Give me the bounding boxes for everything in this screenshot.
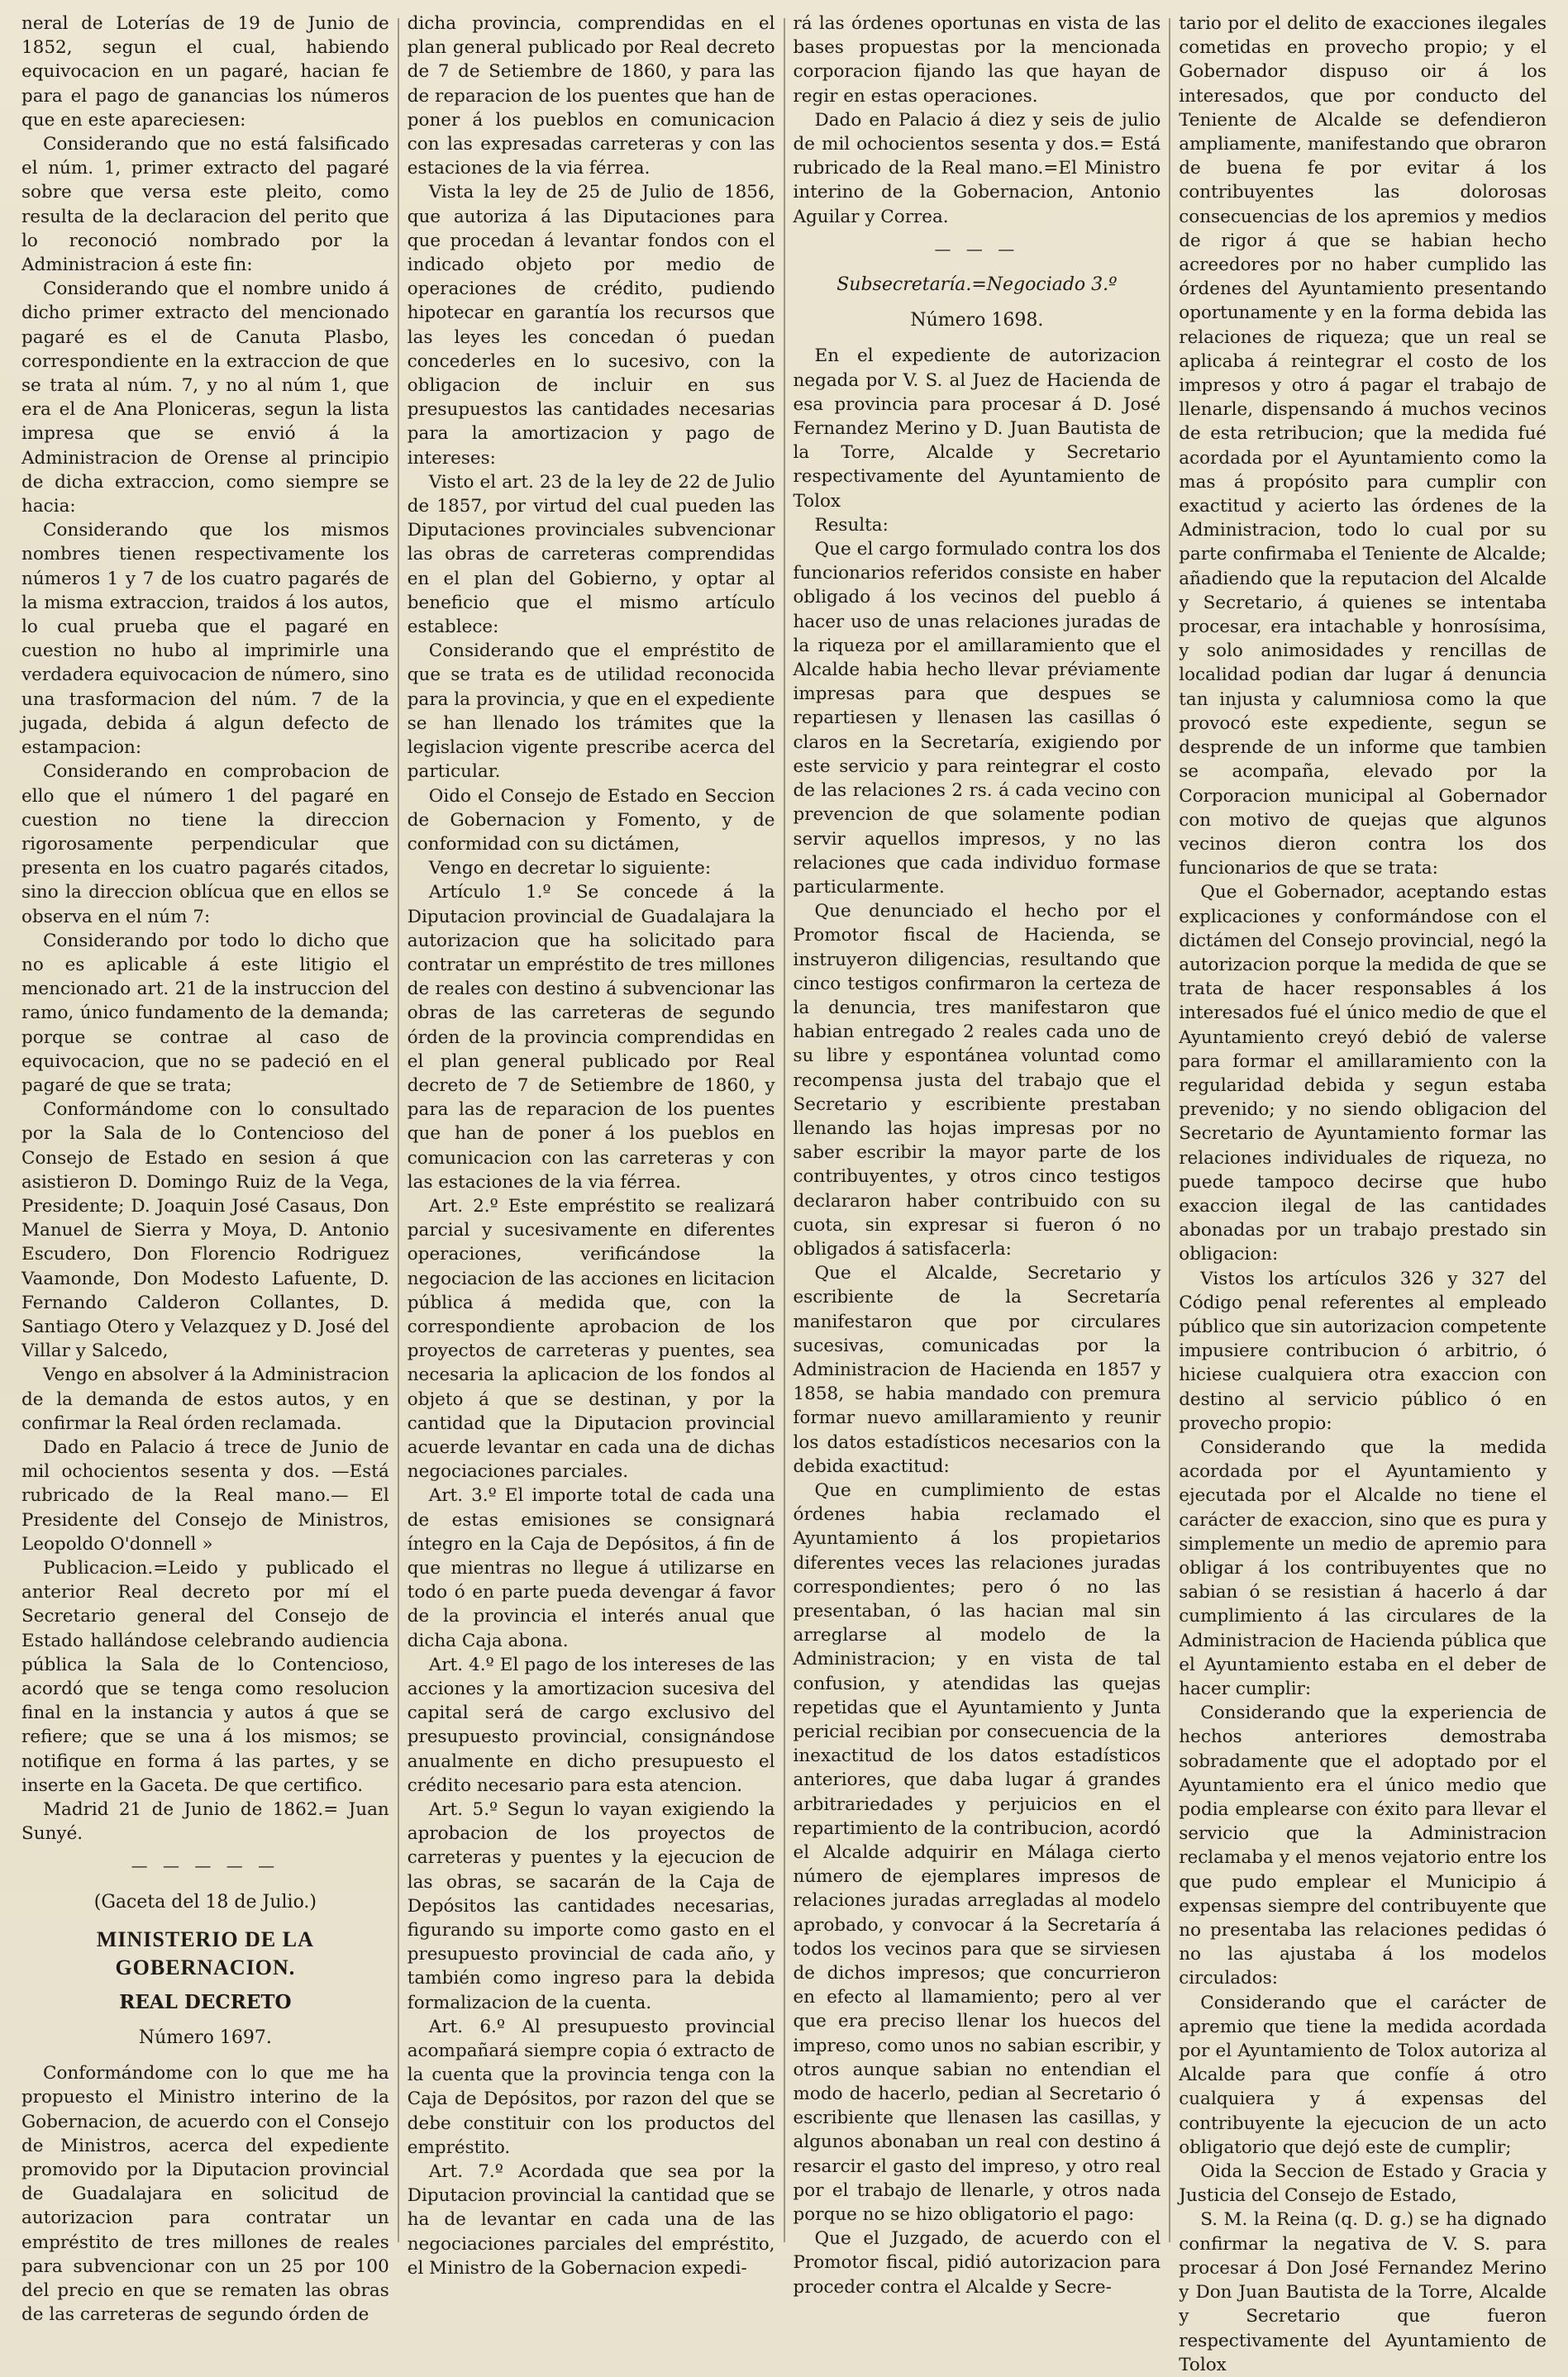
text-column-1 (13, 12, 398, 2326)
paragraph: Considerando que la medida acordada por el Ayuntamiento y ejecutada por el Alcalde no tiene el carácter de exaccion, sino que es pura y simplemente un medio de apremio para obligar á los contribuyentes que no sabian ó se resistian á hacerlo á dar cumplimiento á las circulares de la Administracion de Hacienda pública que el Ayuntamiento estaba en el deber de hacer cumplir: (1179, 1436, 1547, 1700)
text-column-3 (785, 12, 1170, 2298)
paragraph: Que el Gobernador, aceptando estas explicaciones y conformándose con el dictámen del Consejo provincial, negó la autorizacion porque la medida de que se trata de hacer responsables á los interesados fué el único medio de que el Ayuntamiento creyó debió de valerse para formar el amillaramiento con la regularidad debida y segun estaba prevenido; y no siendo obligacion del Secretario de Ayuntamiento formar las relaciones individuales de riqueza, no puede tampoco decirse que hubo exaccion ilegal de las cantidades abonadas por un trabajo prestado sin obligacion: (1179, 882, 1547, 1265)
paragraph: Considerando que el carácter de apremio que tiene la medida acordada por el Ayuntamiento de Tolox autoriza al Alcalde para que confíe á otro cualquiera y á expensas del contribuyente la ejecucion de un acto obligatorio que dejó este de cumplir; (1179, 1992, 1547, 2158)
paragraph: Considerando en comprobacion de ello que el número 1 del pagaré en cuestion no tiene la direccion rigorosamente perpendicular que presenta en los cuatro pagarés citados, sino la direccion oblícua que en ellos se observa en el núm 7: (21, 761, 389, 927)
centered-line: Número 1698. (910, 310, 1044, 331)
centered-line: Número 1697. (138, 2027, 272, 2049)
paragraph: Considerando que el empréstito de que se trata es de utilidad reconocida para la provincia, y que en el expediente se han llenado los trámites que la legislacion vigente prescribe acerca del particular. (407, 641, 775, 783)
paragraph: Art. 2.º Este empréstito se realizará parcial y sucesivamente en diferentes operaciones, verificándose la negociacion de las acciones en licitacion pública á medida que, con la correspondiente aprobacion de los proyectos de carreteras y puentes, sea necesaria la aplicacion de los fondos al objeto á que se destinan, y por la cantidad que la Diputacion provincial acuerde levantar en cada una de dichas negociaciones parciales. (407, 1195, 775, 1483)
column-divider (784, 18, 785, 2242)
paragraph: Art. 6.º Al presupuesto provincial acompañará siempre copia ó extracto de la cuenta que la provincia tenga con la Caja de Depósitos, por razon del que se debe constituir con los productos del empréstito. (407, 2016, 775, 2158)
text-column-2 (399, 12, 784, 2279)
section-subheading: REAL DECRETO (119, 1990, 292, 2013)
paragraph: Que denunciado el hecho por el Promotor fiscal de Hacienda, se instruyeron diligencias, resultando que cinco testigos confirmaron la certeza de la denuncia, tres manifestaron que habian entregado 2 reales cada uno de su libre y espontánea voluntad como recompensa justa del trabajo que el Secretario y escribiente prestaban llenando las hojas impresas por no saber escribir la mayor parte de los contribuyentes, y otros cinco testigos declararon haber contribuido con su cuota, sin expresar si fueron ó no obligados á satisfacerla: (793, 901, 1161, 1260)
paragraph: Considerando que la experiencia de hechos anteriores demostraba sobradamente que el adoptado por el Ayuntamiento era el único medio que podia emplearse con éxito para llevar el servicio que la Administracion reclamaba y el menos vejatorio entre los que pudo emplear el Municipio á expensas siempre del contribuyente que no presentaba las relaciones pedidas ó no las ajustaba á los modelos circulados: (1179, 1703, 1547, 1989)
paragraph: Art. 5.º Segun lo vayan exigiendo la aprobacion de los proyectos de carreteras y puentes y la ejecucion de las obras, se sacarán de la Caja de Depósitos las cantidades necesarias, figurando su importe como gasto en el presupuesto provincial de cada año, y también como ingreso para la debida formalizacion de la cuenta. (407, 1799, 775, 2013)
paragraph: neral de Loterías de 19 de Junio de 1852, segun el cual, habiendo equivocacion en un pagaré, hacian fe para el pago de ganancias los números que en este apareciesen: (21, 13, 389, 131)
paragraph: Considerando que los mismos nombres tienen respectivamente los números 1 y 7 de los cuatro pagarés de la misma extraccion, traidos á los autos, lo cual prueba que el pagaré en cuestion no hubo al imprimirle una verdadera equivocacion de número, sino una trasformacion del núm. 7 de la jugada, debida á algun defecto de estampacion: (21, 520, 389, 759)
paragraph: Vengo en absolver á la Administracion de la demanda de estos autos, y en confirmar la Real órden reclamada. (21, 1365, 389, 1434)
centered-line: Subsecretaría.=Negociado 3.º (836, 274, 1118, 296)
paragraph: S. M. la Reina (q. D. g.) se ha dignado confirmar la negativa de V. S. para procesar á Don José Fernandez Merino y Don Juan Bautista de la Torre, Alcalde y Secretario que fueron respectivamente del Ayuntamiento de Tolox (1179, 2209, 1547, 2375)
paragraph: Considerando por todo lo dicho que no es aplicable á este litigio el mencionado art. 21 de la instruccion del ramo, único fundamento de la demanda; porque se contrae al caso de equivocacion, que no se padeció en el pagaré de que se trata; (21, 930, 389, 1096)
paragraph: Considerando que no está falsificado el núm. 1, primer extracto del pagaré sobre que versa este pleito, como resulta de la declaracion del perito que lo reconoció nombrado por la Administracion á este fin: (21, 134, 389, 276)
paragraph: Visto el art. 23 de la ley de 22 de Julio de 1857, por virtud del cual pueden las Diputaciones provinciales subvencionar las obras de carreteras comprendidas en el plan del Gobierno, y optar al beneficio que el mismo artículo establece: (407, 471, 775, 638)
columns-container (13, 12, 1555, 2375)
separator-line: — — — — — (131, 1855, 280, 1876)
paragraph: Artículo 1.º Se concede á la Diputacion provincial de Guadalajara la autorizacion que ha solicitado para contratar un empréstito de tres millones de reales con destino á subvencionar las obras de las carreteras de segundo órden de la provincia comprendidas en el plan general publicado por Real decreto de 7 de Setiembre de 1860, y para las de reparacion de los puentes que han de poner á los pueblos en comunicacion con las carreteras y con las estaciones de la via férrea. (407, 882, 775, 1193)
paragraph: Art. 4.º El pago de los intereses de las acciones y la amortizacion sucesiva del capital será de cargo exclusivo del presupuesto provincial, consignándose anualmente en dicho presupuesto el crédito necesario para esta atencion. (407, 1654, 775, 1796)
paragraph: Madrid 21 de Junio de 1862.= Juan Sunyé. (21, 1799, 389, 1845)
column-divider (398, 18, 399, 2242)
paragraph: Oido el Consejo de Estado en Seccion de Gobernacion y Fomento, y de conformidad con su dictámen, (407, 785, 775, 855)
paragraph: Que el Juzgado, de acuerdo con el Promotor fiscal, pidió autorizacion para proceder contra el Alcalde y Secre- (793, 2228, 1161, 2298)
paragraph: Conformándome con lo consultado por la Sala de lo Contencioso del Consejo de Estado en sesion á que asistieron D. Domingo Ruiz de la Vega, Presidente; D. Joaquin José Casaus, Don Manuel de Sierra y Moya, D. Antonio Escudero, Don Florencio Rodriguez Vaamonde, Don Modesto Lafuente, D. Fernando Calderon Collantes, D. Santiago Otero y Velazquez y D. José del Villar y Salcedo, (21, 1099, 389, 1362)
paragraph: Vistos los artículos 326 y 327 del Código penal referentes al empleado público que sin autorizacion competente impusiere contribucion ó arbitrio, ó hiciese cualquiera otra exaccion con destino al servicio público ó en provecho propio: (1179, 1268, 1547, 1434)
paragraph: En el expediente de autorizacion negada por V. S. al Juez de Hacienda de esa provincia para procesar á D. José Fernandez Merino y D. Juan Bautista de la Torre, Alcalde y Secretario respectivamente del Ayuntamiento de Tolox (793, 345, 1161, 512)
paragraph: Que el Alcalde, Secretario y escribiente de la Secretaría manifestaron que por circulares sucesivas, comunicadas por la Administracion de Hacienda en 1857 y 1858, se habia mandado con premura formar nuevo amillaramiento y reunir los datos estadísticos necesarios con la debida exactitud: (793, 1263, 1161, 1477)
column-divider (1169, 18, 1170, 2242)
paragraph: Art. 7.º Acordada que sea por la Diputacion provincial la cantidad que se ha de levantar en cada una de las negociaciones parciales del empréstito, el Ministro de la Gobernacion expedi- (407, 2161, 775, 2279)
paragraph: Considerando que el nombre unido á dicho primer extracto del mencionado pagaré es el de Canuta Plasbo, correspondiente en la extraccion de que se trata al núm. 7, y no al núm 1, que era el de Ana Ploniceras, segun la lista impresa que se envió á la Administracion de Orense al principio de dicha extraccion, como siempre se hacia: (21, 279, 389, 517)
centered-line: (Gaceta del 18 de Julio.) (93, 1891, 317, 1913)
paragraph: tario por el delito de exacciones ilegales cometidas en provecho propio; y el Gobernador dispuso oir á los interesados, que por conducto del Teniente de Alcalde se defendieron ampliamente, manifestando que obraron de buena fe por evitar á los contribuyentes las dolorosas consecuencias de los apremios y medios de rigor á que se habian hecho acreedores por no haber cumplido las órdenes del Ayuntamiento presentando oportunamente y en la forma debida las relaciones de riqueza; que un real se aplicaba á reintegrar el costo de los impresos y otro á pagar el trabajo de llenarle, dispensando á muchos vecinos de esta retribucion; que la medida fué acordada por el Ayuntamiento como la mas á propósito para cumplir con exactitud y acierto las órdenes de la Administracion, todo lo cual por su parte confirmaba el Teniente de Alcalde; añadiendo que la reputacion del Alcalde y Secretario, á quienes se intentaba procesar, era intachable y honrosísima, y solo animosidades y rencillas de localidad podian dar lugar á denuncia tan injusta y calumniosa como la que provocó este expediente, segun se desprende de un informe que tambien se acompaña, elevado por la Corporacion municipal al Gobernador con motivo de quejas que algunos vecinos dieron contra los dos funcionarios de que se trata: (1179, 13, 1547, 879)
paragraph: Dado en Palacio á diez y seis de julio de mil ochocientos sesenta y dos.= Está rubricado de la Real mano.=El Ministro interino de la Gobernacion, Antonio Aguilar y Correa. (793, 109, 1161, 227)
paragraph: Oida la Seccion de Estado y Gracia y Justicia del Consejo de Estado, (1179, 2161, 1547, 2207)
paragraph: Art. 3.º El importe total de cada una de estas emisiones se consignará íntegro en la Caja de Depósitos, á fin de que mientras no llegue á utilizarse en todo ó en parte pueda devengar á favor de la provincia el interés anual que dicha Caja abona. (407, 1485, 775, 1651)
separator-line: — — — (934, 238, 1020, 259)
paragraph: rá las órdenes oportunas en vista de las bases propuestas por la mencionada corporacion fijando las que hayan de regir en estas operaciones. (793, 13, 1161, 107)
paragraph: Conformándome con lo que me ha propuesto el Ministro interino de la Gobernacion, de acuerdo con el Consejo de Ministros, acerca del expediente promovido por la Diputacion provincial de Guadalajara en solicitud de autorizacion para contratar un empréstito de tres millones de reales para subvencionar con un 25 por 100 del precio en que se rematen las obras de las carreteras de segundo órden de (21, 2063, 389, 2326)
paragraph: Vista la ley de 25 de Julio de 1856, que autoriza á las Diputaciones para que procedan á levantar fondos con el indicado objeto por medio de operaciones de crédito, pudiendo hipotecar en garantía los recursos que las leyes les concedan ó puedan concederles en lo sucesivo, con la obligacion de incluir en sus presupuestos las cantidades necesarias para la amortizacion y pago de intereses: (407, 182, 775, 469)
paragraph: Resulta: (814, 514, 889, 536)
paragraph: dicha provincia, comprendidas en el plan general publicado por Real decreto de 7 de Setiembre de 1860, y para las de reparacion de los puentes que han de poner á los pueblos en comunicacion con las expresadas carreteras y con las estaciones de la via férrea. (407, 13, 775, 179)
section-heading: MINISTERIO DE LA GOBERNACION. (96, 1927, 314, 1979)
paragraph: Que el cargo formulado contra los dos funcionarios referidos consiste en haber obligado á los vecinos del pueblo á hacer uso de unas relaciones juradas de la riqueza por el amillaramiento que el Alcalde habia hecho llevar préviamente impresas para que despues se repartiesen y llenasen las casillas ó claros en la Secretaría, exigiendo por este servicio y para reintegrar el costo de las relaciones 2 rs. á cada vecino con prevencion de que solamente podian servir aquellos impresos, y no las relaciones que cada individuo formase particularmente. (793, 539, 1161, 898)
paragraph: Publicacion.=Leido y publicado el anterior Real decreto por mí el Secretario general del Consejo de Estado hallándose celebrando audiencia pública la Sala de lo Contencioso, acordó que se tenga como resolucion final en la instancia y autos á que se refiere; que se una á los mismos; se notifique en forma á las partes, y se inserte en la Gaceta. De que certifico. (21, 1558, 389, 1796)
paragraph: Vengo en decretar lo siguiente: (428, 858, 712, 879)
paragraph: Que en cumplimiento de estas órdenes habia reclamado el Ayuntamiento á los propietarios diferentes veces las relaciones juradas correspondientes; pero ó no las presentaban, ó las hacian mal sin arreglarse al modelo de la Administracion; y en vista de tal confusion, y atendidas las quejas repetidas que el Ayuntamiento y Junta pericial recibian por consecuencia de la inexactitud de los datos estadísticos anteriores, que daba lugar á grandes arbitrariedades y perjuicios en el repartimiento de la contribucion, acordó el Alcalde adquirir en Málaga cierto número de ejemplares impresos de relaciones juradas arregladas al modelo aprobado, y convocar á la Secretaría á todos los vecinos para que se sirviesen de dichos impresos; que concurrieron en efecto al llamamiento; pero al ver que era preciso llenar los huecos del impreso, como unos no sabian escribir, y otros aunque sabian no entendian el modo de hacerlo, pedian al Secretario ó escribiente que llenasen las casillas, y algunos abonaban un real con destino á resarcir el gasto del impreso, y otro real por el trabajo de llenarle, y otros nada porque no se hizo obligatorio el pago: (793, 1479, 1161, 2226)
paragraph: Dado en Palacio á trece de Junio de mil ochocientos sesenta y dos. —Está rubricado de la Real mano.— El Presidente del Consejo de Ministros, Leopoldo O'donnell » (21, 1436, 389, 1555)
text-column-4 (1170, 12, 1555, 2375)
